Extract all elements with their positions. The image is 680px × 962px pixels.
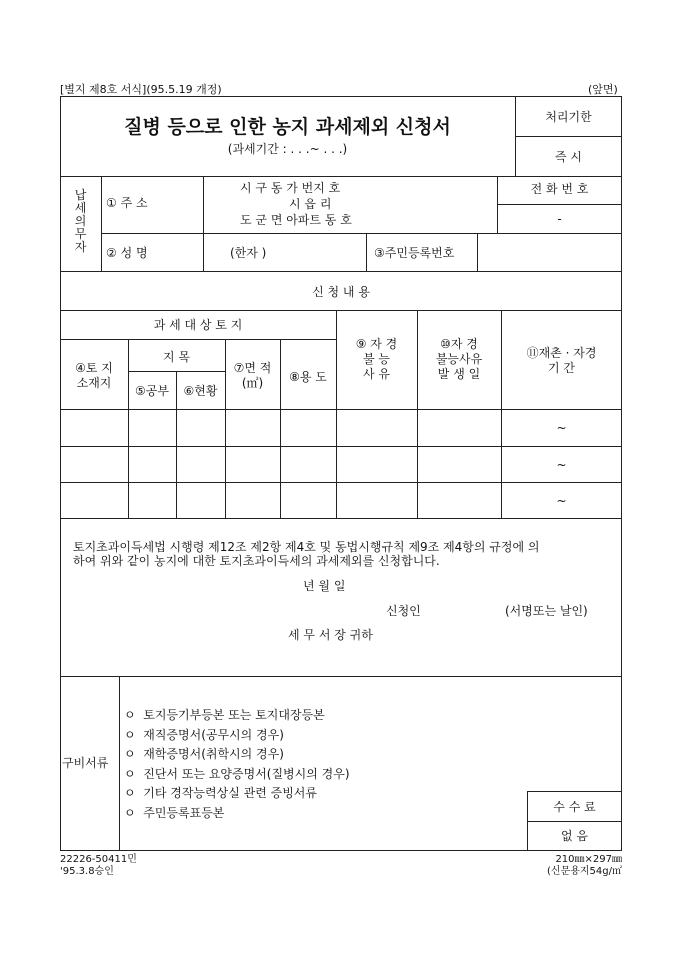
address-line1[interactable]: 시 구 동 가 번지 호 xyxy=(240,181,341,195)
table-row-period[interactable]: ~ xyxy=(556,494,567,508)
form-id: [별지 제8호 서식](95.5.19 개정) xyxy=(60,83,222,96)
application-heading: 신 청 내 용 xyxy=(312,285,370,299)
approval-date: '95.3.8승인 xyxy=(60,866,114,877)
land-group-heading: 과 세 대 상 토 지 xyxy=(153,318,243,332)
rrn-label: ③주민등록번호 xyxy=(374,246,455,260)
taxpayer-section-label: 납 세 의 무 자 xyxy=(74,188,87,254)
hanja-field[interactable]: (한자 ) xyxy=(230,246,267,260)
col-jimok: 지 목 xyxy=(163,350,190,364)
form-code: 22226-50411민 xyxy=(60,854,137,865)
list-item: ㅇ 주민등록표등본 xyxy=(124,805,225,820)
list-item: ㅇ 토지등기부등본 또는 토지대장등본 xyxy=(124,708,325,722)
documents-label: 구비서류 xyxy=(62,756,109,770)
processing-value: 즉 시 xyxy=(555,150,582,164)
col-land-location: ④토 지 소재지 xyxy=(75,361,113,390)
col-residence-period: ⑪재촌 · 자경 기 간 xyxy=(526,346,597,375)
list-item: ㅇ 재학증명서(취학시의 경우) xyxy=(124,747,284,761)
statement-line1: 토지초과이득세법 시행령 제12조 제2항 제4호 및 동법시행규칙 제9조 제4항의 규정에 의 xyxy=(73,540,540,554)
paper-size: 210㎜×297㎜ xyxy=(555,854,622,865)
address-line3[interactable]: 도 군 면 아파트 동 호 xyxy=(240,213,352,227)
fee-value: 없 음 xyxy=(561,829,588,843)
application-date[interactable]: 년 월 일 xyxy=(303,579,346,593)
paper-type: (신문용지54g/㎡ xyxy=(547,866,622,877)
signature-label[interactable]: (서명또는 날인) xyxy=(505,604,588,618)
col-occurrence-date: ⑩자 경 불능사유 발 생 일 xyxy=(435,337,483,381)
documents-list xyxy=(124,706,350,823)
table-row-period[interactable]: ~ xyxy=(556,421,567,435)
addressee: 세 무 서 장 귀하 xyxy=(288,628,373,642)
address-line2[interactable]: 시 읍 리 xyxy=(289,197,332,211)
col-reason: ⑨ 자 경 불 능 사 유 xyxy=(355,337,398,381)
applicant-label: 신청인 xyxy=(386,604,421,618)
col-area: ⑦면 적 (㎡) xyxy=(233,361,272,390)
table-row-period[interactable]: ~ xyxy=(556,458,567,472)
list-item: ㅇ 기타 경작능력상실 관련 증빙서류 xyxy=(124,786,317,800)
col-use: ⑧용 도 xyxy=(289,370,327,384)
list-item: ㅇ 진단서 또는 요양증명서(질병시의 경우) xyxy=(124,766,350,781)
name-label: ② 성 명 xyxy=(106,246,148,260)
page-side: (앞면) xyxy=(588,83,618,96)
phone-value[interactable]: - xyxy=(557,212,562,226)
form-title: 질병 등으로 인한 농지 과세제외 신청서 xyxy=(124,116,451,138)
phone-label: 전 화 번 호 xyxy=(530,182,589,196)
fee-label: 수 수 료 xyxy=(553,800,596,814)
statement-line2: 하여 위와 같이 농지에 대한 토지초과이득세의 과세제외를 신청합니다. xyxy=(73,554,440,568)
list-item: ㅇ 재직증명서(공무시의 경우) xyxy=(124,727,284,742)
tax-period: (과세기간 : . . .~ . . .) xyxy=(227,142,348,156)
col-status: ⑥현황 xyxy=(183,384,218,398)
col-registry: ⑤공부 xyxy=(135,384,169,398)
address-label: ① 주 소 xyxy=(106,196,148,210)
processing-label: 처리기한 xyxy=(545,110,592,124)
